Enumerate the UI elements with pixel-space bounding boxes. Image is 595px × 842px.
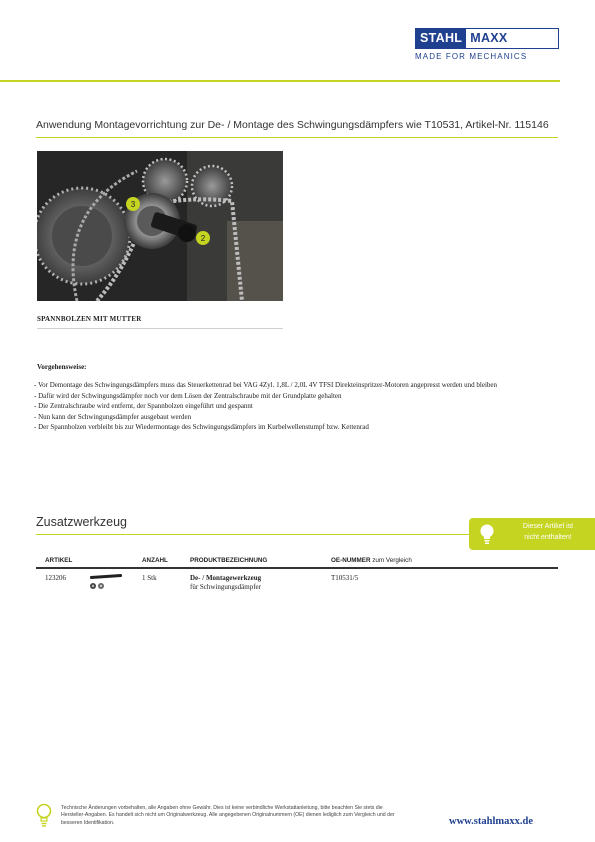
procedure-step: - Vor Demontage des Schwingungsdämpfers muss das Steuerkettenrad bei VAG 4Zyl. 1,8L / 2,0L 4V TFSI Direkteinspritzer-Motoren angepresst werden und bleiben xyxy=(34,381,498,389)
badge-line-2: nicht enthalten! xyxy=(524,533,572,541)
engine-illustration xyxy=(37,151,283,301)
logo-tagline: MADE FOR MECHANICS xyxy=(415,52,528,61)
cell-anzahl: 1 Stk xyxy=(142,574,157,582)
table-header-divider xyxy=(36,567,558,569)
col-header-anzahl: ANZAHL xyxy=(142,557,168,564)
procedure-heading: Vorgehensweise: xyxy=(37,363,87,371)
badge-text xyxy=(502,522,594,543)
procedure-step: - Der Spannbolzen verbleibt bis zur Wiedermontage des Schwingungsdämpfers im Kurbelwellenstumpf bzw. Kettenrad xyxy=(34,423,369,431)
procedure-step: - Nun kann der Schwingungsdämpfer ausgebaut werden xyxy=(34,412,192,421)
title-divider xyxy=(36,137,558,138)
tool-thumbnail xyxy=(88,573,124,591)
photo-marker-2: 2 xyxy=(200,234,206,243)
badge-line-1: Dieser Artikel ist xyxy=(522,523,574,530)
brand-logo xyxy=(415,28,559,61)
logo-left-text: STAHL xyxy=(416,29,466,48)
header-divider xyxy=(0,80,560,82)
logo-right-text: MAXX xyxy=(470,31,508,45)
footer-website-link[interactable]: www.stahlmaxx.de xyxy=(449,816,534,827)
col-header-oe-suffix: zum Vergleich xyxy=(372,557,412,564)
footer-disclaimer: Technische Änderungen vorbehalten, alle Angaben ohne Gewähr. Dies ist keine verbindliche Werkstattanleitung, bitte beachten Sie stets die Hersteller-Angaben. Es handelt sich nicht um Originalwerkzeug. Alle angegebenen Originalnummern (OE) dienen lediglich zum Vergleich und der besseren Identifikation. xyxy=(61,805,395,826)
procedure-step: - Die Zentralschraube wird entfernt, der Spannbolzen eingeführt und gespannt xyxy=(34,402,253,410)
photo-marker-3: 3 xyxy=(130,200,136,209)
cell-produkt-line-1: De- / Montagewerkzeug xyxy=(190,574,262,582)
col-header-produkt: PRODUKTBEZEICHNUNG xyxy=(190,557,268,564)
procedure-steps xyxy=(34,380,534,433)
page-title: Anwendung Montagevorrichtung zur De- / Montage des Schwingungsdämpfers wie T10531, Artikel-Nr. 115146 xyxy=(36,119,549,131)
col-header-oe-label: OE-NUMMER xyxy=(331,557,371,564)
cell-produkt xyxy=(190,574,261,592)
engine-photo xyxy=(37,151,283,301)
lightbulb-icon xyxy=(36,803,52,829)
section-title: Zusatzwerkzeug xyxy=(36,515,128,529)
lightbulb-icon xyxy=(479,523,495,545)
col-header-artikel: ARTIKEL xyxy=(45,557,73,564)
caption-divider xyxy=(37,328,283,329)
cell-oe: T10531/5 xyxy=(331,574,359,582)
col-header-oe xyxy=(331,557,412,564)
logo-wordmark xyxy=(415,28,559,49)
cell-artikel: 123206 xyxy=(45,574,66,582)
cell-produkt-line-2: für Schwingungsdämpfer xyxy=(190,583,261,591)
procedure-step: - Dafür wird der Schwingungsdämpfer noch vor dem Lösen der Zentralschraube mit der Grundplatte gehalten xyxy=(34,391,342,400)
photo-caption: SPANNBOLZEN MIT MUTTER xyxy=(37,315,142,323)
